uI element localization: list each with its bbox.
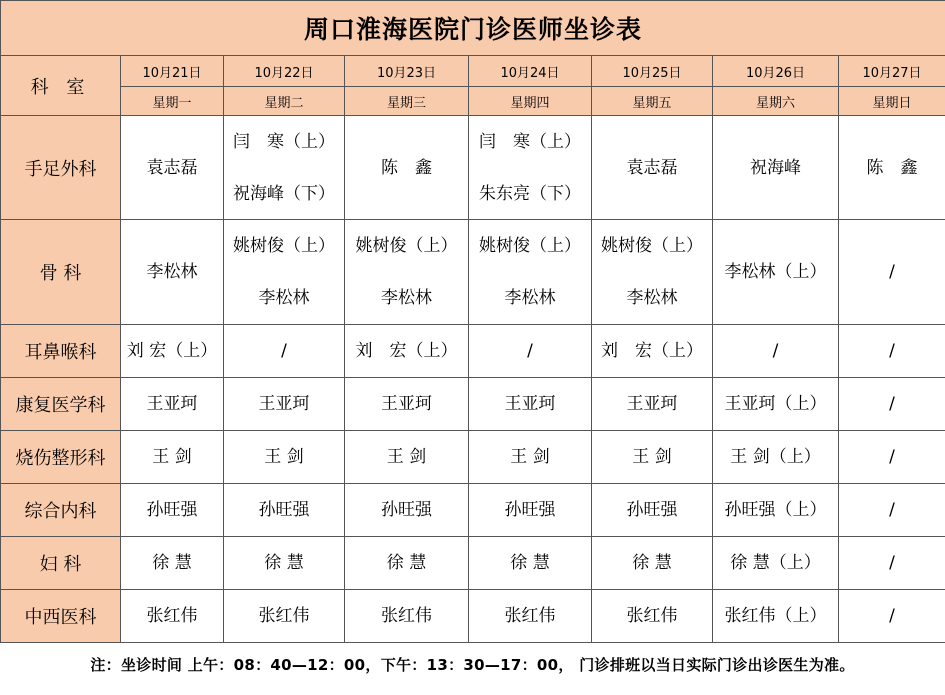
- doctor-name: 李松林: [258, 288, 310, 308]
- table-row: [1, 220, 945, 325]
- schedule-cell: [345, 484, 469, 537]
- schedule-cell: [839, 590, 945, 643]
- schedule-cell: [469, 484, 592, 537]
- schedule-cell: [345, 431, 469, 484]
- doctor-name: 王亚珂: [258, 394, 310, 414]
- doctor-name: 张红伟: [146, 606, 198, 626]
- doctor-name: 张红伟: [504, 606, 556, 626]
- schedule-cell: [121, 484, 224, 537]
- date-header: 10月27日: [839, 56, 945, 87]
- doctor-name: /: [772, 341, 779, 361]
- schedule-cell: [839, 220, 945, 325]
- weekday-header: 星期六: [713, 87, 839, 116]
- table-row: [1, 484, 945, 537]
- dept-name: 耳鼻喉科: [1, 325, 121, 378]
- schedule-cell: [713, 537, 839, 590]
- schedule-cell: [713, 431, 839, 484]
- table-row: [1, 378, 945, 431]
- doctor-name: /: [889, 447, 895, 467]
- dept-name: 烧伤整形科: [1, 431, 121, 484]
- dept-header: 科 室: [1, 56, 121, 116]
- doctor-name: 王亚珂（上）: [724, 394, 827, 414]
- doctor-name: 王亚珂: [626, 394, 678, 414]
- schedule-cell: [713, 116, 839, 220]
- schedule-cell: [713, 484, 839, 537]
- page-title: 周口淮海医院门诊医师坐诊表: [1, 1, 945, 56]
- doctor-name: 王 剑（上）: [730, 447, 821, 467]
- schedule-cell: [469, 537, 592, 590]
- doctor-name: 孙旺强: [626, 500, 678, 520]
- doctor-name: 袁志磊: [146, 157, 198, 178]
- schedule-cell: [713, 325, 839, 378]
- schedule-cell: [592, 325, 713, 378]
- date-header: 10月24日: [469, 56, 592, 87]
- doctor-name: 王 剑: [510, 447, 550, 467]
- doctor-name: 张红伟: [258, 606, 310, 626]
- schedule-cell: [224, 537, 345, 590]
- schedule-cell: [839, 484, 945, 537]
- schedule-cell: [839, 537, 945, 590]
- doctor-name: 姚树俊（上）: [233, 236, 335, 256]
- doctor-name: 闫 寒（上）: [233, 131, 335, 152]
- table-row: [1, 537, 945, 590]
- schedule-cell: [121, 116, 224, 220]
- doctor-name: 徐 慧（上）: [730, 553, 821, 573]
- doctor-name: 李松林: [381, 288, 432, 308]
- doctor-name: 王 剑: [152, 447, 192, 467]
- table-row: [1, 590, 945, 643]
- doctor-name: 王亚珂: [504, 394, 556, 414]
- doctor-name: 王 剑: [264, 447, 304, 467]
- doctor-name: 孙旺强: [381, 500, 432, 520]
- schedule-cell: [345, 325, 469, 378]
- schedule-cell: [839, 325, 945, 378]
- schedule-cell: [121, 378, 224, 431]
- dept-name: 妇 科: [1, 537, 121, 590]
- schedule-cell: [839, 378, 945, 431]
- doctor-name: 刘 宏（上）: [601, 341, 703, 361]
- doctor-name: 徐 慧: [152, 553, 192, 573]
- schedule-cell: [345, 537, 469, 590]
- date-header: 10月22日: [224, 56, 345, 87]
- schedule-cell: [592, 431, 713, 484]
- schedule-cell: [224, 325, 345, 378]
- doctor-name: 徐 慧: [264, 553, 304, 573]
- schedule-cell: [121, 537, 224, 590]
- doctor-name: 姚树俊（上）: [601, 236, 703, 256]
- doctor-name: 徐 慧: [632, 553, 672, 573]
- weekday-header: 星期三: [345, 87, 469, 116]
- doctor-name: 姚树俊（上）: [355, 236, 458, 256]
- doctor-name: 刘 宏（上）: [355, 341, 458, 361]
- schedule-cell: [121, 431, 224, 484]
- doctor-name: /: [889, 394, 895, 414]
- doctor-name: 徐 慧: [510, 553, 550, 573]
- date-header: 10月23日: [345, 56, 469, 87]
- doctor-name: 王亚珂: [381, 394, 432, 414]
- doctor-name: 朱东亮（下）: [479, 183, 581, 204]
- schedule-cell: [345, 116, 469, 220]
- schedule-cell: [121, 590, 224, 643]
- schedule-cell: [839, 431, 945, 484]
- doctor-name: 袁志磊: [626, 157, 678, 178]
- doctor-name: /: [889, 500, 895, 520]
- schedule-cell: [592, 378, 713, 431]
- doctor-name: 祝海峰（下）: [233, 183, 335, 204]
- doctor-name: 李松林: [146, 262, 198, 282]
- doctor-name: /: [889, 606, 895, 626]
- doctor-name: 徐 慧: [386, 553, 427, 573]
- doctor-name: 张红伟: [626, 606, 678, 626]
- schedule-cell: [469, 431, 592, 484]
- dept-name: 中西医科: [1, 590, 121, 643]
- table-row: [1, 116, 945, 220]
- weekday-header: 星期二: [224, 87, 345, 116]
- schedule-cell: [713, 378, 839, 431]
- schedule-cell: [592, 116, 713, 220]
- schedule-cell: [469, 325, 592, 378]
- schedule-cell: [469, 220, 592, 325]
- doctor-name: 陈 鑫: [866, 157, 918, 178]
- schedule-cell: [592, 537, 713, 590]
- schedule-cell: [224, 378, 345, 431]
- schedule-cell: [345, 220, 469, 325]
- doctor-name: 李松林（上）: [724, 262, 827, 282]
- dept-name: 骨 科: [1, 220, 121, 325]
- schedule-cell: [345, 378, 469, 431]
- doctor-name: 姚树俊（上）: [479, 236, 581, 256]
- doctor-name: 王 剑: [632, 447, 672, 467]
- schedule-cell: [224, 431, 345, 484]
- doctor-name: 闫 寒（上）: [479, 131, 581, 152]
- schedule-cell: [224, 590, 345, 643]
- schedule-cell: [713, 220, 839, 325]
- weekday-header: 星期日: [839, 87, 945, 116]
- doctor-name: 祝海峰: [750, 157, 801, 178]
- dept-name: 手足外科: [1, 116, 121, 220]
- date-header: 10月25日: [592, 56, 713, 87]
- schedule-cell: [469, 378, 592, 431]
- weekday-header: 星期一: [121, 87, 224, 116]
- schedule-cell: [224, 220, 345, 325]
- schedule-cell: [469, 116, 592, 220]
- doctor-name: /: [889, 341, 895, 361]
- schedule-cell: [592, 484, 713, 537]
- doctor-name: /: [889, 262, 895, 282]
- date-header: 10月21日: [121, 56, 224, 87]
- schedule-cell: [345, 590, 469, 643]
- doctor-name: 王亚珂: [146, 394, 198, 414]
- doctor-name: 刘 宏（上）: [126, 341, 218, 361]
- schedule-cell: [713, 590, 839, 643]
- doctor-name: 孙旺强: [146, 500, 198, 520]
- doctor-name: 张红伟（上）: [724, 606, 827, 626]
- schedule-cell: [592, 220, 713, 325]
- table-row: [1, 431, 945, 484]
- schedule-note: 注：坐诊时间 上午：08：40—12：00，下午：13：30—17：00， 门诊排班以当日实际门诊出诊医生为准。: [90, 656, 855, 674]
- schedule-cell: [592, 590, 713, 643]
- doctor-name: 孙旺强（上）: [724, 500, 827, 520]
- table-row: [1, 325, 945, 378]
- date-header: 10月26日: [713, 56, 839, 87]
- weekday-header: 星期四: [469, 87, 592, 116]
- doctor-name: /: [527, 341, 533, 361]
- doctor-name: /: [281, 341, 287, 361]
- schedule-cell: [469, 590, 592, 643]
- schedule-cell: [224, 116, 345, 220]
- doctor-name: 陈 鑫: [381, 157, 432, 178]
- schedule-cell: [839, 116, 945, 220]
- doctor-name: /: [889, 553, 895, 573]
- schedule-cell: [121, 220, 224, 325]
- schedule-cell: [121, 325, 224, 378]
- doctor-name: 孙旺强: [504, 500, 556, 520]
- doctor-name: 李松林: [504, 288, 556, 308]
- doctor-name: 李松林: [626, 288, 678, 308]
- doctor-name: 张红伟: [381, 606, 432, 626]
- dept-name: 综合内科: [1, 484, 121, 537]
- schedule-cell: [224, 484, 345, 537]
- weekday-header: 星期五: [592, 87, 713, 116]
- doctor-name: 王 剑: [386, 447, 427, 467]
- doctor-name: 孙旺强: [258, 500, 310, 520]
- dept-name: 康复医学科: [1, 378, 121, 431]
